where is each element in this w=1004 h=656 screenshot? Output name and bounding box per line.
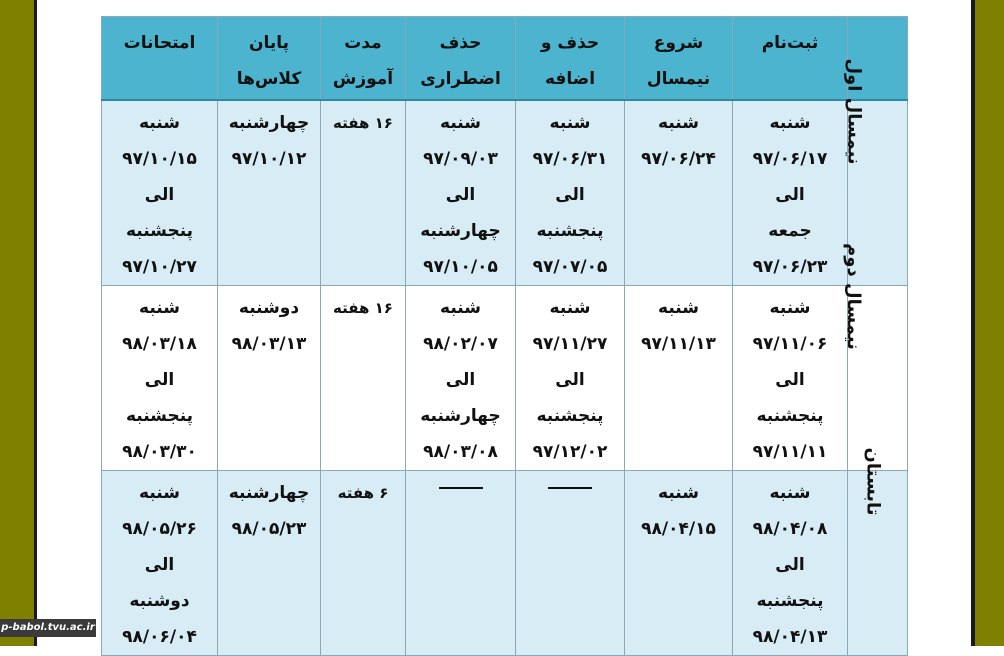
row-second-semester (102, 286, 908, 471)
row-summer (102, 471, 908, 656)
header-exams: امتحانات (102, 17, 218, 101)
header-duration: مدت آموزش (321, 17, 406, 101)
duration-cell: ۱۶ هفته (321, 286, 406, 471)
semester-start-cell: شنبه ۹۷/۱۱/۱۳ (625, 286, 733, 471)
semester-name-cell: تابستان (848, 471, 908, 656)
exams-cell: شنبه ۹۸/۰۵/۲۶ الی دوشنبه ۹۸/۰۶/۰۴ (102, 471, 218, 656)
header-emergency-drop: حذف اضطراری (406, 17, 516, 101)
add-drop-cell: شنبه ۹۷/۰۶/۳۱ الی پنجشنبه ۹۷/۰۷/۰۵ (516, 100, 625, 286)
add-drop-cell: شنبه ۹۷/۱۱/۲۷ الی پنجشنبه ۹۷/۱۲/۰۲ (516, 286, 625, 471)
semester-name-cell: نیمسال دوم (848, 286, 908, 471)
classes-end-cell: چهارشنبه ۹۸/۰۵/۲۳ (218, 471, 321, 656)
registration-cell: شنبه ۹۷/۱۱/۰۶ الی پنجشنبه ۹۷/۱۱/۱۱ (733, 286, 848, 471)
semester-start-cell: شنبه ۹۸/۰۴/۱۵ (625, 471, 733, 656)
emergency-drop-cell: شنبه ۹۷/۰۹/۰۳ الی چهارشنبه ۹۷/۱۰/۰۵ (406, 100, 516, 286)
header-add-drop: حذف و اضافه (516, 17, 625, 101)
header-row (102, 17, 908, 101)
duration-cell: ۶ هفته (321, 471, 406, 656)
left-border-line (34, 0, 37, 646)
header-semester-start: شروع نیمسال (625, 17, 733, 101)
exams-cell: شنبه ۹۸/۰۳/۱۸ الی پنجشنبه ۹۸/۰۳/۳۰ (102, 286, 218, 471)
classes-end-cell: چهارشنبه ۹۷/۱۰/۱۲ (218, 100, 321, 286)
semester-start-cell: شنبه ۹۷/۰۶/۲۴ (625, 100, 733, 286)
row-first-semester (102, 100, 908, 286)
left-side-band (0, 0, 34, 646)
empty-dash (548, 487, 592, 489)
site-watermark: p-babol.tvu.ac.ir (0, 619, 96, 637)
add-drop-cell (516, 471, 625, 656)
header-registration: ثبت‌نام (733, 17, 848, 101)
registration-cell: شنبه ۹۸/۰۴/۰۸ الی پنجشنبه ۹۸/۰۴/۱۳ (733, 471, 848, 656)
registration-cell: شنبه ۹۷/۰۶/۱۷ الی جمعه ۹۷/۰۶/۲۳ (733, 100, 848, 286)
duration-cell: ۱۶ هفته (321, 100, 406, 286)
academic-calendar-table (101, 16, 908, 656)
exams-cell: شنبه ۹۷/۱۰/۱۵ الی پنجشنبه ۹۷/۱۰/۲۷ (102, 100, 218, 286)
semester-name-cell: نیمسال اول (848, 100, 908, 286)
empty-dash (439, 487, 483, 489)
emergency-drop-cell (406, 471, 516, 656)
header-classes-end: پایان کلاس‌ها (218, 17, 321, 101)
right-side-band (975, 0, 1004, 646)
classes-end-cell: دوشنبه ۹۸/۰۳/۱۳ (218, 286, 321, 471)
emergency-drop-cell: شنبه ۹۸/۰۲/۰۷ الی چهارشنبه ۹۸/۰۳/۰۸ (406, 286, 516, 471)
